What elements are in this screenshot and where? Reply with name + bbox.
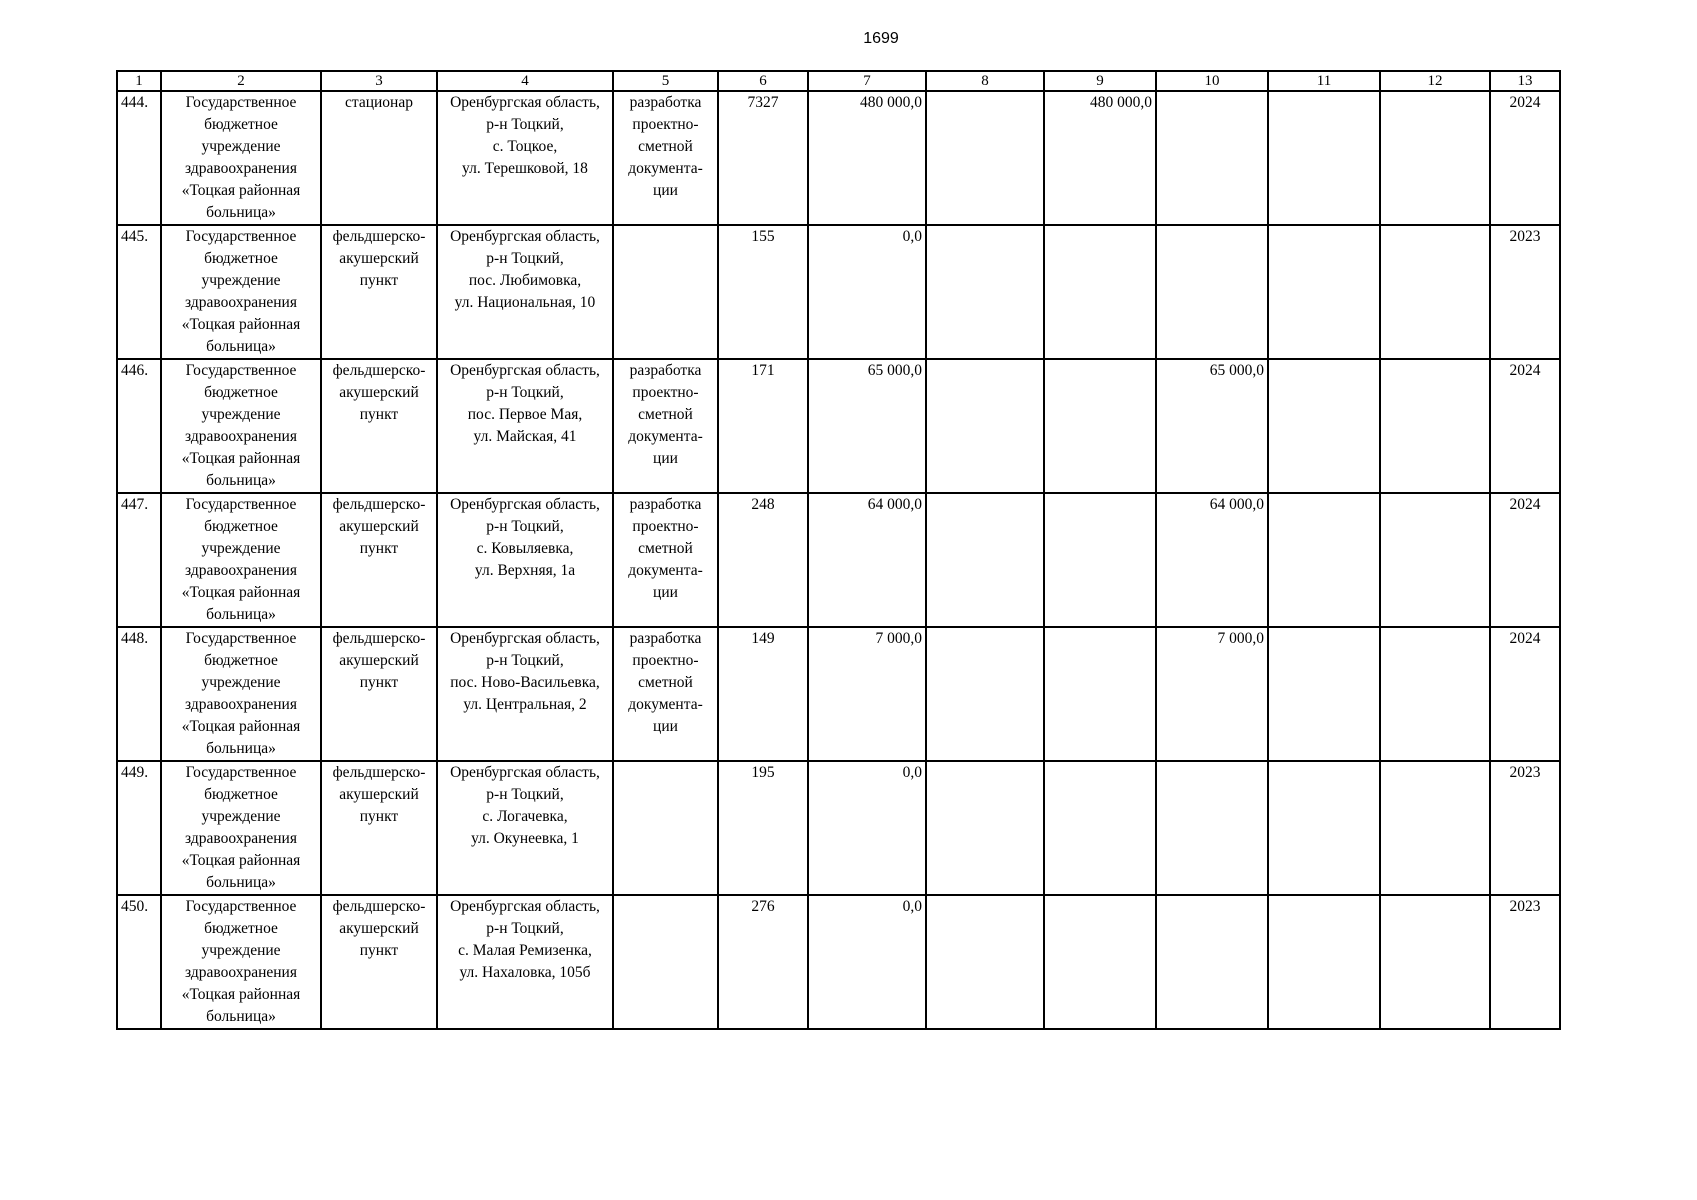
- facility-type-line: пункт: [359, 942, 399, 959]
- header-cell-9: 9: [1044, 71, 1156, 91]
- work-type-line: ции: [653, 718, 678, 735]
- col8-cell: [926, 225, 1044, 359]
- organization-line: здравоохранения: [185, 294, 297, 311]
- address-line: ул. Майская, 41: [473, 428, 577, 445]
- facility-type-line: акушерский: [339, 652, 419, 669]
- col6-cell: 7327: [718, 91, 808, 225]
- address-line: Оренбургская область,: [450, 496, 600, 513]
- organization-line: Государственное: [185, 764, 297, 781]
- col9-cell: [1044, 895, 1156, 1029]
- organization-cell: [161, 627, 321, 761]
- work-type-line: документа-: [628, 160, 703, 177]
- year-cell: 2024: [1490, 627, 1560, 761]
- organization-cell: [161, 91, 321, 225]
- address-line: ул. Центральная, 2: [463, 696, 587, 713]
- header-cell-1: 1: [117, 71, 161, 91]
- work-type-line: проектно-: [632, 518, 699, 535]
- work-type-cell: [613, 91, 718, 225]
- address-line: ул. Окунеевка, 1: [471, 830, 579, 847]
- col8-cell: [926, 895, 1044, 1029]
- organization-line: бюджетное: [204, 518, 278, 535]
- address-line: с. Ковыляевка,: [476, 540, 574, 557]
- address-cell: [437, 895, 613, 1029]
- facility-type-line: пункт: [359, 808, 399, 825]
- col10-cell: [1156, 761, 1268, 895]
- address-line: Оренбургская область,: [450, 362, 600, 379]
- col9-cell: [1044, 359, 1156, 493]
- address-line: ул. Национальная, 10: [454, 294, 596, 311]
- organization-line: учреждение: [201, 808, 281, 825]
- col12-cell: [1380, 359, 1490, 493]
- facility-type-cell: [321, 493, 437, 627]
- facility-type-line: пункт: [359, 406, 399, 423]
- year-cell: 2023: [1490, 895, 1560, 1029]
- organization-cell: [161, 761, 321, 895]
- facility-type-cell: [321, 91, 437, 225]
- organization-line: «Тоцкая районная: [181, 986, 301, 1003]
- organization-cell: [161, 493, 321, 627]
- facility-type-cell: [321, 627, 437, 761]
- col7-cell: 0,0: [808, 225, 926, 359]
- table-body: [117, 91, 1560, 1029]
- address-line: пос. Первое Мая,: [467, 406, 583, 423]
- page-number: 1699: [863, 30, 899, 47]
- col7-cell: 64 000,0: [808, 493, 926, 627]
- work-type-line: сметной: [638, 138, 693, 155]
- organization-line: здравоохранения: [185, 428, 297, 445]
- col11-cell: [1268, 493, 1380, 627]
- col9-cell: [1044, 627, 1156, 761]
- work-type-line: документа-: [628, 428, 703, 445]
- organization-line: «Тоцкая районная: [181, 316, 301, 333]
- facility-type-cell: [321, 761, 437, 895]
- organization-line: Государственное: [185, 630, 297, 647]
- work-type-line: документа-: [628, 562, 703, 579]
- work-type-cell: [613, 359, 718, 493]
- address-line: р-н Тоцкий,: [486, 786, 564, 803]
- facility-type-line: фельдшерско-: [332, 228, 426, 245]
- year-cell: 2024: [1490, 91, 1560, 225]
- col12-cell: [1380, 493, 1490, 627]
- work-type-line: разработка: [629, 362, 702, 379]
- address-cell: [437, 627, 613, 761]
- year-cell: 2024: [1490, 359, 1560, 493]
- work-type-line: разработка: [629, 94, 702, 111]
- organization-line: бюджетное: [204, 116, 278, 133]
- address-line: р-н Тоцкий,: [486, 920, 564, 937]
- header-cell-5: 5: [613, 71, 718, 91]
- col9-cell: [1044, 761, 1156, 895]
- col12-cell: [1380, 91, 1490, 225]
- col7-cell: 480 000,0: [808, 91, 926, 225]
- organization-line: бюджетное: [204, 920, 278, 937]
- organization-line: бюджетное: [204, 250, 278, 267]
- organization-line: здравоохранения: [185, 696, 297, 713]
- address-line: ул. Верхняя, 1а: [474, 562, 576, 579]
- col6-cell: 276: [718, 895, 808, 1029]
- facility-type-line: пункт: [359, 674, 399, 691]
- address-cell: [437, 761, 613, 895]
- col6-cell: 149: [718, 627, 808, 761]
- address-line: Оренбургская область,: [450, 94, 600, 111]
- table-row: [117, 895, 1560, 1029]
- row-number-cell: 450.: [117, 895, 161, 1029]
- col6-cell: 248: [718, 493, 808, 627]
- organization-line: учреждение: [201, 406, 281, 423]
- address-cell: [437, 493, 613, 627]
- facility-type-line: фельдшерско-: [332, 362, 426, 379]
- header-cell-7: 7: [808, 71, 926, 91]
- col7-cell: 7 000,0: [808, 627, 926, 761]
- header-cell-6: 6: [718, 71, 808, 91]
- work-type-cell: [613, 761, 718, 895]
- col10-cell: [1156, 225, 1268, 359]
- row-number-cell: 447.: [117, 493, 161, 627]
- col11-cell: [1268, 91, 1380, 225]
- work-type-line: разработка: [629, 630, 702, 647]
- address-line: Оренбургская область,: [450, 228, 600, 245]
- facility-type-line: фельдшерско-: [332, 496, 426, 513]
- col7-cell: 65 000,0: [808, 359, 926, 493]
- organization-cell: [161, 359, 321, 493]
- organization-line: больница»: [206, 606, 276, 623]
- address-cell: [437, 359, 613, 493]
- col10-cell: 7 000,0: [1156, 627, 1268, 761]
- address-line: Оренбургская область,: [450, 764, 600, 781]
- address-cell: [437, 91, 613, 225]
- col8-cell: [926, 627, 1044, 761]
- col6-cell: 195: [718, 761, 808, 895]
- col9-cell: [1044, 493, 1156, 627]
- work-type-line: ции: [653, 450, 678, 467]
- col10-cell: 65 000,0: [1156, 359, 1268, 493]
- work-type-line: ции: [653, 182, 678, 199]
- facility-type-line: фельдшерско-: [332, 898, 426, 915]
- organization-line: «Тоцкая районная: [181, 852, 301, 869]
- address-line: р-н Тоцкий,: [486, 250, 564, 267]
- organization-line: бюджетное: [204, 786, 278, 803]
- year-cell: 2024: [1490, 493, 1560, 627]
- row-number-cell: 446.: [117, 359, 161, 493]
- header-row: [117, 71, 1560, 91]
- organization-line: учреждение: [201, 674, 281, 691]
- organization-line: больница»: [206, 740, 276, 757]
- row-number-cell: 445.: [117, 225, 161, 359]
- organization-line: здравоохранения: [185, 160, 297, 177]
- organization-line: учреждение: [201, 942, 281, 959]
- organization-line: Государственное: [185, 496, 297, 513]
- address-line: Оренбургская область,: [450, 630, 600, 647]
- col11-cell: [1268, 627, 1380, 761]
- address-line: р-н Тоцкий,: [486, 116, 564, 133]
- address-line: с. Логачевка,: [482, 808, 568, 825]
- organization-line: «Тоцкая районная: [181, 450, 301, 467]
- header-cell-10: 10: [1156, 71, 1268, 91]
- work-type-line: проектно-: [632, 652, 699, 669]
- col8-cell: [926, 91, 1044, 225]
- address-line: Оренбургская область,: [450, 898, 600, 915]
- organization-cell: [161, 895, 321, 1029]
- facility-type-line: фельдшерско-: [332, 630, 426, 647]
- facility-type-line: акушерский: [339, 250, 419, 267]
- work-type-line: разработка: [629, 496, 702, 513]
- work-type-line: сметной: [638, 540, 693, 557]
- work-type-line: проектно-: [632, 384, 699, 401]
- facility-type-line: акушерский: [339, 518, 419, 535]
- organization-line: здравоохранения: [185, 830, 297, 847]
- header-cell-4: 4: [437, 71, 613, 91]
- organization-line: Государственное: [185, 228, 297, 245]
- organization-line: Государственное: [185, 898, 297, 915]
- work-type-cell: [613, 895, 718, 1029]
- address-cell: [437, 225, 613, 359]
- header-cell-2: 2: [161, 71, 321, 91]
- col12-cell: [1380, 761, 1490, 895]
- facility-type-cell: [321, 895, 437, 1029]
- header-cell-3: 3: [321, 71, 437, 91]
- col8-cell: [926, 493, 1044, 627]
- row-number-cell: 449.: [117, 761, 161, 895]
- organization-line: учреждение: [201, 138, 281, 155]
- facility-type-line: акушерский: [339, 384, 419, 401]
- facility-type-line: пункт: [359, 272, 399, 289]
- work-type-line: сметной: [638, 406, 693, 423]
- col9-cell: 480 000,0: [1044, 91, 1156, 225]
- address-line: пос. Ново-Васильевка,: [450, 674, 600, 691]
- table-row: [117, 493, 1560, 627]
- col11-cell: [1268, 359, 1380, 493]
- facility-type-line: фельдшерско-: [332, 764, 426, 781]
- register-table: [116, 70, 1561, 1030]
- address-line: р-н Тоцкий,: [486, 518, 564, 535]
- work-type-cell: [613, 493, 718, 627]
- col12-cell: [1380, 627, 1490, 761]
- facility-type-line: акушерский: [339, 920, 419, 937]
- col6-cell: 171: [718, 359, 808, 493]
- table-row: [117, 627, 1560, 761]
- col10-cell: 64 000,0: [1156, 493, 1268, 627]
- organization-line: здравоохранения: [185, 562, 297, 579]
- year-cell: 2023: [1490, 761, 1560, 895]
- address-line: р-н Тоцкий,: [486, 384, 564, 401]
- organization-line: больница»: [206, 338, 276, 355]
- col7-cell: 0,0: [808, 895, 926, 1029]
- facility-type-line: стационар: [345, 94, 413, 111]
- organization-cell: [161, 225, 321, 359]
- organization-line: бюджетное: [204, 384, 278, 401]
- col11-cell: [1268, 761, 1380, 895]
- organization-line: больница»: [206, 874, 276, 891]
- table-row: [117, 761, 1560, 895]
- year-cell: 2023: [1490, 225, 1560, 359]
- organization-line: больница»: [206, 472, 276, 489]
- facility-type-line: акушерский: [339, 786, 419, 803]
- organization-line: «Тоцкая районная: [181, 718, 301, 735]
- facility-type-cell: [321, 225, 437, 359]
- col7-cell: 0,0: [808, 761, 926, 895]
- organization-line: больница»: [206, 204, 276, 221]
- organization-line: Государственное: [185, 94, 297, 111]
- organization-line: «Тоцкая районная: [181, 182, 301, 199]
- organization-line: здравоохранения: [185, 964, 297, 981]
- organization-line: учреждение: [201, 272, 281, 289]
- address-line: р-н Тоцкий,: [486, 652, 564, 669]
- col8-cell: [926, 761, 1044, 895]
- facility-type-cell: [321, 359, 437, 493]
- organization-line: больница»: [206, 1008, 276, 1025]
- work-type-line: проектно-: [632, 116, 699, 133]
- organization-line: Государственное: [185, 362, 297, 379]
- work-type-cell: [613, 225, 718, 359]
- work-type-line: ции: [653, 584, 678, 601]
- address-line: ул. Терешковой, 18: [462, 160, 588, 177]
- col11-cell: [1268, 895, 1380, 1029]
- col12-cell: [1380, 225, 1490, 359]
- facility-type-line: пункт: [359, 540, 399, 557]
- address-line: с. Малая Ремизенка,: [458, 942, 592, 959]
- row-number-cell: 444.: [117, 91, 161, 225]
- col8-cell: [926, 359, 1044, 493]
- organization-line: учреждение: [201, 540, 281, 557]
- organization-line: «Тоцкая районная: [181, 584, 301, 601]
- header-cell-13: 13: [1490, 71, 1560, 91]
- work-type-line: документа-: [628, 696, 703, 713]
- address-line: с. Тоцкое,: [492, 138, 558, 155]
- organization-line: бюджетное: [204, 652, 278, 669]
- work-type-line: сметной: [638, 674, 693, 691]
- header-cell-8: 8: [926, 71, 1044, 91]
- col11-cell: [1268, 225, 1380, 359]
- table-row: [117, 91, 1560, 225]
- work-type-cell: [613, 627, 718, 761]
- header-cell-12: 12: [1380, 71, 1490, 91]
- col6-cell: 155: [718, 225, 808, 359]
- header-cell-11: 11: [1268, 71, 1380, 91]
- col12-cell: [1380, 895, 1490, 1029]
- col9-cell: [1044, 225, 1156, 359]
- table-row: [117, 225, 1560, 359]
- address-line: пос. Любимовка,: [468, 272, 582, 289]
- col10-cell: [1156, 91, 1268, 225]
- table-row: [117, 359, 1560, 493]
- col10-cell: [1156, 895, 1268, 1029]
- address-line: ул. Нахаловка, 105б: [459, 964, 591, 981]
- row-number-cell: 448.: [117, 627, 161, 761]
